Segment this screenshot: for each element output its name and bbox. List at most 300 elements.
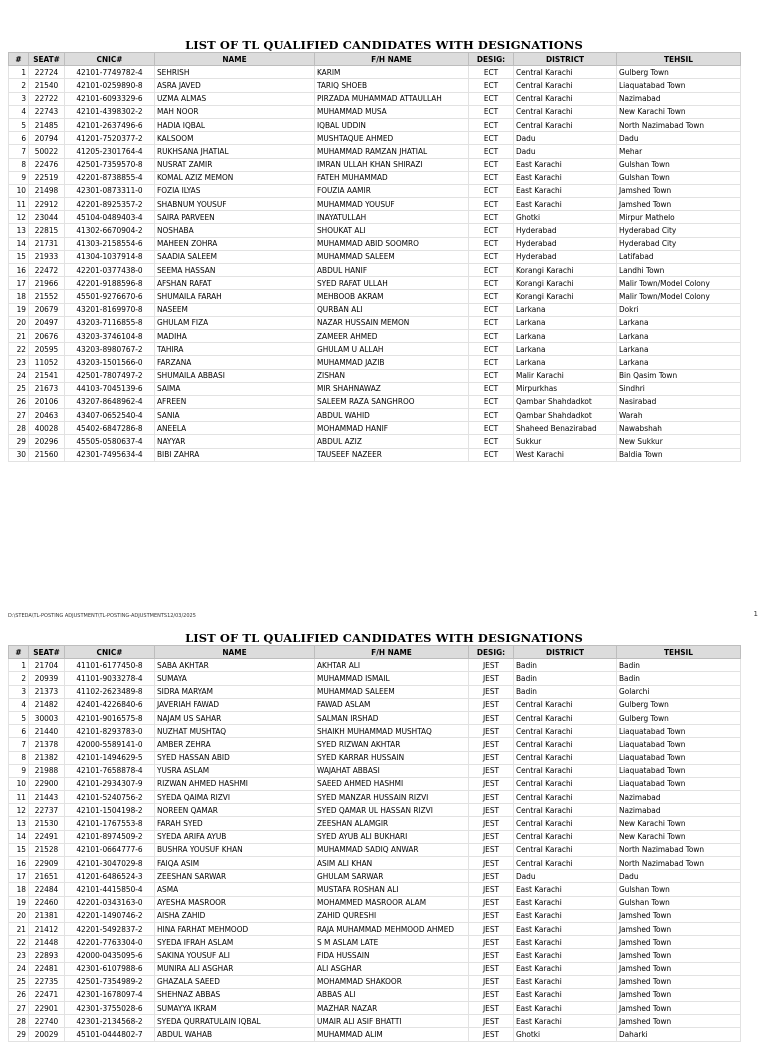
col-cnic-cell: 42301-7495634-4 bbox=[65, 448, 155, 461]
col-cnic-cell: 42201-9188596-8 bbox=[65, 277, 155, 290]
table-row bbox=[9, 277, 741, 290]
col-fh-name-cell: GHULAM U ALLAH bbox=[315, 343, 469, 356]
col-seat-cell: 22815 bbox=[29, 224, 65, 237]
table-row bbox=[9, 211, 741, 224]
col-seat-cell: 21540 bbox=[29, 79, 65, 92]
col-desig-cell: ECT bbox=[469, 264, 514, 277]
col-seat-cell: 22743 bbox=[29, 105, 65, 118]
col-seat-cell: 23044 bbox=[29, 211, 65, 224]
page-title: LIST OF TL QUALIFIED CANDIDATES WITH DESIGNATIONS bbox=[185, 38, 583, 52]
col-cnic-cell: 42201-0343163-0 bbox=[65, 896, 155, 909]
table-row bbox=[9, 922, 741, 935]
col-seat-cell: 22900 bbox=[29, 777, 65, 790]
table-row bbox=[9, 988, 741, 1001]
col-index-cell: 7 bbox=[9, 145, 29, 158]
col-desig-cell: JEST bbox=[469, 988, 514, 1001]
col-cnic-cell: 42101-2637496-6 bbox=[65, 118, 155, 131]
table-row bbox=[9, 870, 741, 883]
col-index-cell: 17 bbox=[9, 870, 29, 883]
col-fh-name-cell: ALI ASGHAR bbox=[315, 962, 469, 975]
col-fh-name-cell: ZAHID QURESHI bbox=[315, 909, 469, 922]
col-tehsil-cell: Golarchi bbox=[617, 685, 741, 698]
col-index-cell: 1 bbox=[9, 66, 29, 79]
col-tehsil-cell: Nazimabad bbox=[617, 804, 741, 817]
col-fh-name-cell: MOHAMMED MASROOR ALAM bbox=[315, 896, 469, 909]
table-row bbox=[9, 751, 741, 764]
col-name-cell: MAH NOOR bbox=[155, 105, 315, 118]
col-name-cell: SYED HASSAN ABID bbox=[155, 751, 315, 764]
col-tehsil-cell: Jamshed Town bbox=[617, 184, 741, 197]
col-desig-cell: JEST bbox=[469, 659, 514, 672]
col-name-cell: SIDRA MARYAM bbox=[155, 685, 315, 698]
col-cnic-cell: 42201-7763304-0 bbox=[65, 936, 155, 949]
col-fh-name-header: F/H NAME bbox=[315, 646, 469, 659]
col-desig-cell: ECT bbox=[469, 184, 514, 197]
table-row bbox=[9, 316, 741, 329]
col-district-cell: West Karachi bbox=[514, 448, 617, 461]
table-row bbox=[9, 883, 741, 896]
col-cnic-cell: 42000-0435095-6 bbox=[65, 949, 155, 962]
col-name-cell: FARAH SYED bbox=[155, 817, 315, 830]
table-row bbox=[9, 975, 741, 988]
col-seat-cell: 21651 bbox=[29, 870, 65, 883]
col-tehsil-cell: Nawabshah bbox=[617, 422, 741, 435]
col-name-cell: FOZIA ILYAS bbox=[155, 184, 315, 197]
col-cnic-cell: 42101-0259890-8 bbox=[65, 79, 155, 92]
table-row bbox=[9, 685, 741, 698]
col-seat-cell: 22722 bbox=[29, 92, 65, 105]
col-index-cell: 12 bbox=[9, 211, 29, 224]
col-name-cell: ASMA bbox=[155, 883, 315, 896]
col-seat-cell: 22737 bbox=[29, 804, 65, 817]
candidates-table-jest bbox=[8, 645, 741, 1042]
col-cnic-cell: 42101-1767553-8 bbox=[65, 817, 155, 830]
col-tehsil-cell: North Nazimabad Town bbox=[617, 118, 741, 131]
col-fh-name-cell: MAZHAR NAZAR bbox=[315, 1002, 469, 1015]
col-desig-cell: ECT bbox=[469, 237, 514, 250]
col-seat-cell: 21412 bbox=[29, 922, 65, 935]
col-tehsil-cell: Jamshed Town bbox=[617, 1002, 741, 1015]
col-name-cell: FAIQA ASIM bbox=[155, 857, 315, 870]
col-district-cell: Korangi Karachi bbox=[514, 290, 617, 303]
col-index-cell: 11 bbox=[9, 198, 29, 211]
col-tehsil-cell: Jamshed Town bbox=[617, 922, 741, 935]
col-cnic-cell: 41102-2623489-8 bbox=[65, 685, 155, 698]
col-desig-cell: ECT bbox=[469, 211, 514, 224]
col-index-cell: 26 bbox=[9, 395, 29, 408]
col-fh-name-cell: FAWAD ASLAM bbox=[315, 698, 469, 711]
col-desig-cell: ECT bbox=[469, 224, 514, 237]
col-tehsil-cell: Dokri bbox=[617, 303, 741, 316]
col-tehsil-cell: North Nazimabad Town bbox=[617, 843, 741, 856]
col-name-cell: UZMA ALMAS bbox=[155, 92, 315, 105]
col-cnic-cell: 43201-8169970-8 bbox=[65, 303, 155, 316]
col-name-cell: HADIA IQBAL bbox=[155, 118, 315, 131]
col-fh-name-cell: PIRZADA MUHAMMAD ATTAULLAH bbox=[315, 92, 469, 105]
col-desig-cell: ECT bbox=[469, 250, 514, 263]
col-index-cell: 15 bbox=[9, 843, 29, 856]
col-district-cell: Ghotki bbox=[514, 211, 617, 224]
table-row bbox=[9, 66, 741, 79]
col-desig-cell: JEST bbox=[469, 1015, 514, 1028]
col-seat-cell: 22491 bbox=[29, 830, 65, 843]
col-cnic-cell: 43203-7116855-8 bbox=[65, 316, 155, 329]
col-desig-cell: JEST bbox=[469, 909, 514, 922]
table-row bbox=[9, 659, 741, 672]
col-name-cell: KOMAL AZIZ MEMON bbox=[155, 171, 315, 184]
col-cnic-cell: 42101-3047029-8 bbox=[65, 857, 155, 870]
col-index-header: # bbox=[9, 53, 29, 66]
col-cnic-cell: 41101-6177450-8 bbox=[65, 659, 155, 672]
col-name-cell: ABDUL WAHAB bbox=[155, 1028, 315, 1041]
col-seat-cell: 22893 bbox=[29, 949, 65, 962]
col-name-cell: SYEDA ARIFA AYUB bbox=[155, 830, 315, 843]
col-seat-cell: 22481 bbox=[29, 962, 65, 975]
col-fh-name-cell: MUHAMMAD ABID SOOMRO bbox=[315, 237, 469, 250]
page-2 bbox=[0, 631, 768, 1042]
col-desig-cell: JEST bbox=[469, 698, 514, 711]
col-name-cell: BIBI ZAHRA bbox=[155, 448, 315, 461]
table-row bbox=[9, 1015, 741, 1028]
col-desig-cell: JEST bbox=[469, 896, 514, 909]
table-row bbox=[9, 1028, 741, 1041]
col-index-cell: 3 bbox=[9, 685, 29, 698]
col-name-cell: AMBER ZEHRA bbox=[155, 738, 315, 751]
col-name-cell: SUMAYA bbox=[155, 672, 315, 685]
col-district-cell: Hyderabad bbox=[514, 237, 617, 250]
col-index-cell: 2 bbox=[9, 672, 29, 685]
col-index-cell: 29 bbox=[9, 435, 29, 448]
col-cnic-cell: 43203-1501566-0 bbox=[65, 356, 155, 369]
page-number: 1 bbox=[753, 610, 758, 618]
col-name-header: NAME bbox=[155, 53, 315, 66]
col-index-cell: 19 bbox=[9, 896, 29, 909]
col-name-cell: SYEDA QURRATULAIN IQBAL bbox=[155, 1015, 315, 1028]
col-fh-name-cell: SALMAN IRSHAD bbox=[315, 711, 469, 724]
col-name-cell: SAKINA YOUSUF ALI bbox=[155, 949, 315, 962]
col-tehsil-cell: Nazimabad bbox=[617, 791, 741, 804]
col-index-cell: 4 bbox=[9, 105, 29, 118]
col-cnic-header: CNIC# bbox=[65, 646, 155, 659]
col-fh-name-cell: MIR SHAHNAWAZ bbox=[315, 382, 469, 395]
col-desig-cell: ECT bbox=[469, 171, 514, 184]
col-fh-name-cell: NAZAR HUSSAIN MEMON bbox=[315, 316, 469, 329]
col-seat-cell: 22484 bbox=[29, 883, 65, 896]
col-desig-cell: ECT bbox=[469, 343, 514, 356]
col-tehsil-cell: Badin bbox=[617, 672, 741, 685]
col-fh-name-cell: IQBAL UDDIN bbox=[315, 118, 469, 131]
col-tehsil-cell: Gulberg Town bbox=[617, 711, 741, 724]
col-name-cell: KALSOOM bbox=[155, 132, 315, 145]
col-cnic-cell: 42000-5589141-0 bbox=[65, 738, 155, 751]
col-district-cell: Central Karachi bbox=[514, 738, 617, 751]
table-row bbox=[9, 817, 741, 830]
col-fh-name-cell: RAJA MUHAMMAD MEHMOOD AHMED bbox=[315, 922, 469, 935]
col-seat-cell: 20794 bbox=[29, 132, 65, 145]
col-fh-name-cell: MOHAMMAD SHAKOOR bbox=[315, 975, 469, 988]
table-row bbox=[9, 1002, 741, 1015]
table-row bbox=[9, 738, 741, 751]
col-desig-cell: JEST bbox=[469, 711, 514, 724]
page-title: LIST OF TL QUALIFIED CANDIDATES WITH DESIGNATIONS bbox=[185, 631, 583, 645]
col-tehsil-cell: North Nazimabad Town bbox=[617, 857, 741, 870]
col-index-cell: 10 bbox=[9, 184, 29, 197]
col-seat-cell: 22519 bbox=[29, 171, 65, 184]
col-seat-cell: 50022 bbox=[29, 145, 65, 158]
col-desig-cell: ECT bbox=[469, 198, 514, 211]
col-name-cell: GHAZALA SAEED bbox=[155, 975, 315, 988]
table-row bbox=[9, 422, 741, 435]
col-cnic-cell: 42201-8925357-2 bbox=[65, 198, 155, 211]
table-row bbox=[9, 936, 741, 949]
col-cnic-cell: 42101-1494629-5 bbox=[65, 751, 155, 764]
col-seat-cell: 21378 bbox=[29, 738, 65, 751]
col-desig-cell: ECT bbox=[469, 277, 514, 290]
table-row bbox=[9, 791, 741, 804]
candidates-table-ect bbox=[8, 52, 741, 462]
col-index-cell: 28 bbox=[9, 1015, 29, 1028]
col-desig-cell: JEST bbox=[469, 685, 514, 698]
col-district-cell: Larkana bbox=[514, 343, 617, 356]
col-cnic-cell: 45402-6847286-8 bbox=[65, 422, 155, 435]
col-district-cell: Central Karachi bbox=[514, 698, 617, 711]
col-tehsil-cell: Hyderabad City bbox=[617, 237, 741, 250]
col-seat-cell: 21673 bbox=[29, 382, 65, 395]
col-index-cell: 11 bbox=[9, 791, 29, 804]
col-fh-name-cell: KARIM bbox=[315, 66, 469, 79]
col-name-cell: SYEDA IFRAH ASLAM bbox=[155, 936, 315, 949]
col-tehsil-cell: Jamshed Town bbox=[617, 936, 741, 949]
table-row bbox=[9, 764, 741, 777]
col-name-cell: RIZWAN AHMED HASHMI bbox=[155, 777, 315, 790]
col-tehsil-cell: Gulberg Town bbox=[617, 698, 741, 711]
col-district-header: DISTRICT bbox=[514, 646, 617, 659]
table-body bbox=[9, 659, 741, 1041]
col-tehsil-cell: Malir Town/Model Colony bbox=[617, 277, 741, 290]
col-desig-cell: JEST bbox=[469, 777, 514, 790]
col-index-cell: 13 bbox=[9, 817, 29, 830]
col-district-cell: East Karachi bbox=[514, 936, 617, 949]
col-tehsil-cell: New Sukkur bbox=[617, 435, 741, 448]
col-index-cell: 9 bbox=[9, 171, 29, 184]
table-row bbox=[9, 290, 741, 303]
col-fh-name-cell: ABDUL AZIZ bbox=[315, 435, 469, 448]
table-row bbox=[9, 105, 741, 118]
col-desig-cell: JEST bbox=[469, 843, 514, 856]
col-index-cell: 25 bbox=[9, 975, 29, 988]
col-tehsil-cell: Badin bbox=[617, 659, 741, 672]
col-tehsil-cell: Warah bbox=[617, 409, 741, 422]
col-name-cell: MAHEEN ZOHRA bbox=[155, 237, 315, 250]
col-desig-header: DESIG: bbox=[469, 53, 514, 66]
col-cnic-cell: 42101-9016575-8 bbox=[65, 711, 155, 724]
col-index-cell: 30 bbox=[9, 448, 29, 461]
col-fh-name-cell: ZISHAN bbox=[315, 369, 469, 382]
col-tehsil-cell: Mirpur Mathelo bbox=[617, 211, 741, 224]
col-seat-cell: 21482 bbox=[29, 698, 65, 711]
col-tehsil-header: TEHSIL bbox=[617, 53, 741, 66]
table-row bbox=[9, 145, 741, 158]
col-desig-cell: ECT bbox=[469, 66, 514, 79]
col-tehsil-cell: Gulshan Town bbox=[617, 896, 741, 909]
col-seat-cell: 21552 bbox=[29, 290, 65, 303]
col-tehsil-cell: Mehar bbox=[617, 145, 741, 158]
col-fh-name-cell: SHAIKH MUHAMMAD MUSHTAQ bbox=[315, 725, 469, 738]
col-name-cell: SEHRISH bbox=[155, 66, 315, 79]
col-index-cell: 26 bbox=[9, 988, 29, 1001]
col-cnic-cell: 42501-7354989-2 bbox=[65, 975, 155, 988]
col-desig-cell: JEST bbox=[469, 883, 514, 896]
col-district-cell: Larkana bbox=[514, 329, 617, 342]
col-tehsil-cell: Latifabad bbox=[617, 250, 741, 263]
col-seat-cell: 21381 bbox=[29, 909, 65, 922]
col-tehsil-cell: Jamshed Town bbox=[617, 1015, 741, 1028]
col-tehsil-cell: Liaquatabad Town bbox=[617, 777, 741, 790]
table-row bbox=[9, 171, 741, 184]
col-cnic-cell: 42101-7749782-4 bbox=[65, 66, 155, 79]
col-fh-name-cell: MUHAMMAD YOUSUF bbox=[315, 198, 469, 211]
col-desig-cell: ECT bbox=[469, 369, 514, 382]
col-district-cell: Central Karachi bbox=[514, 817, 617, 830]
col-district-cell: Sukkur bbox=[514, 435, 617, 448]
col-tehsil-cell: Bin Qasim Town bbox=[617, 369, 741, 382]
col-tehsil-cell: Jamshed Town bbox=[617, 949, 741, 962]
col-seat-cell: 20106 bbox=[29, 395, 65, 408]
footer-file-path: D:\STEDA\TL-POSTING ADJUSTMENT\TL-POSTING-ADJUSTMENTS12/03/2025 bbox=[8, 613, 196, 619]
col-seat-cell: 22735 bbox=[29, 975, 65, 988]
table-row bbox=[9, 843, 741, 856]
col-cnic-cell: 42101-0664777-6 bbox=[65, 843, 155, 856]
col-desig-cell: JEST bbox=[469, 791, 514, 804]
col-name-cell: SHUMAILA FARAH bbox=[155, 290, 315, 303]
col-cnic-cell: 41302-6670904-2 bbox=[65, 224, 155, 237]
col-fh-name-cell: MUSTAFA ROSHAN ALI bbox=[315, 883, 469, 896]
col-cnic-cell: 42301-0873311-0 bbox=[65, 184, 155, 197]
col-tehsil-cell: Liaquatabad Town bbox=[617, 751, 741, 764]
col-tehsil-cell: Nasirabad bbox=[617, 395, 741, 408]
col-seat-cell: 22471 bbox=[29, 988, 65, 1001]
table-row bbox=[9, 777, 741, 790]
col-name-cell: SEEMA HASSAN bbox=[155, 264, 315, 277]
table-row bbox=[9, 409, 741, 422]
col-seat-cell: 21528 bbox=[29, 843, 65, 856]
col-desig-cell: ECT bbox=[469, 92, 514, 105]
col-cnic-cell: 42201-5492837-2 bbox=[65, 922, 155, 935]
col-cnic-cell: 42101-5240756-2 bbox=[65, 791, 155, 804]
col-district-cell: East Karachi bbox=[514, 949, 617, 962]
col-seat-cell: 21541 bbox=[29, 369, 65, 382]
table-row bbox=[9, 356, 741, 369]
col-index-cell: 13 bbox=[9, 224, 29, 237]
col-desig-cell: JEST bbox=[469, 1002, 514, 1015]
col-fh-name-cell: INAYATULLAH bbox=[315, 211, 469, 224]
col-seat-cell: 40028 bbox=[29, 422, 65, 435]
col-seat-cell: 30003 bbox=[29, 711, 65, 724]
col-district-cell: Central Karachi bbox=[514, 857, 617, 870]
col-desig-cell: JEST bbox=[469, 751, 514, 764]
table-row bbox=[9, 909, 741, 922]
col-tehsil-cell: Jamshed Town bbox=[617, 909, 741, 922]
table-row bbox=[9, 92, 741, 105]
col-desig-cell: JEST bbox=[469, 1028, 514, 1041]
col-index-cell: 25 bbox=[9, 382, 29, 395]
col-desig-cell: JEST bbox=[469, 830, 514, 843]
col-fh-name-cell: TARIQ SHOEB bbox=[315, 79, 469, 92]
col-tehsil-cell: Larkana bbox=[617, 343, 741, 356]
col-district-cell: East Karachi bbox=[514, 883, 617, 896]
col-fh-name-cell: AKHTAR ALI bbox=[315, 659, 469, 672]
col-cnic-cell: 42301-2134568-2 bbox=[65, 1015, 155, 1028]
col-cnic-cell: 41201-7520377-2 bbox=[65, 132, 155, 145]
table-row bbox=[9, 711, 741, 724]
col-index-cell: 18 bbox=[9, 883, 29, 896]
col-desig-cell: ECT bbox=[469, 303, 514, 316]
col-name-cell: ANEELA bbox=[155, 422, 315, 435]
col-district-cell: East Karachi bbox=[514, 158, 617, 171]
col-fh-name-cell: MUHAMMAD ISMAIL bbox=[315, 672, 469, 685]
col-index-cell: 20 bbox=[9, 316, 29, 329]
col-cnic-cell: 41101-9033278-4 bbox=[65, 672, 155, 685]
col-desig-cell: ECT bbox=[469, 435, 514, 448]
col-tehsil-cell: Daharki bbox=[617, 1028, 741, 1041]
col-district-cell: East Karachi bbox=[514, 198, 617, 211]
col-name-cell: GHULAM FIZA bbox=[155, 316, 315, 329]
col-seat-cell: 21560 bbox=[29, 448, 65, 461]
col-name-cell: AFSHAN RAFAT bbox=[155, 277, 315, 290]
col-district-cell: East Karachi bbox=[514, 909, 617, 922]
col-tehsil-cell: Jamshed Town bbox=[617, 198, 741, 211]
col-tehsil-cell: Jamshed Town bbox=[617, 962, 741, 975]
col-tehsil-cell: Baldia Town bbox=[617, 448, 741, 461]
col-index-cell: 5 bbox=[9, 711, 29, 724]
col-cnic-header: CNIC# bbox=[65, 53, 155, 66]
col-tehsil-cell: Larkana bbox=[617, 316, 741, 329]
col-seat-cell: 21440 bbox=[29, 725, 65, 738]
col-tehsil-cell: Malir Town/Model Colony bbox=[617, 290, 741, 303]
col-district-cell: Larkana bbox=[514, 356, 617, 369]
col-cnic-cell: 45501-9276670-6 bbox=[65, 290, 155, 303]
col-fh-name-cell: SYED AYUB ALI BUKHARI bbox=[315, 830, 469, 843]
col-desig-cell: ECT bbox=[469, 422, 514, 435]
table-row bbox=[9, 369, 741, 382]
col-tehsil-cell: Nazimabad bbox=[617, 92, 741, 105]
col-name-cell: SANIA bbox=[155, 409, 315, 422]
table-row bbox=[9, 264, 741, 277]
col-index-cell: 4 bbox=[9, 698, 29, 711]
table-row bbox=[9, 698, 741, 711]
col-tehsil-header: TEHSIL bbox=[617, 646, 741, 659]
col-desig-cell: ECT bbox=[469, 409, 514, 422]
col-cnic-cell: 45104-0489403-4 bbox=[65, 211, 155, 224]
col-desig-cell: ECT bbox=[469, 145, 514, 158]
col-cnic-cell: 42501-7807497-2 bbox=[65, 369, 155, 382]
col-desig-cell: JEST bbox=[469, 936, 514, 949]
col-tehsil-cell: Dadu bbox=[617, 132, 741, 145]
col-fh-name-cell: FOUZIA AAMIR bbox=[315, 184, 469, 197]
col-index-cell: 24 bbox=[9, 962, 29, 975]
col-seat-cell: 21731 bbox=[29, 237, 65, 250]
col-seat-cell: 20029 bbox=[29, 1028, 65, 1041]
table-row bbox=[9, 329, 741, 342]
col-fh-name-header: F/H NAME bbox=[315, 53, 469, 66]
col-district-cell: Central Karachi bbox=[514, 791, 617, 804]
col-index-cell: 14 bbox=[9, 237, 29, 250]
col-fh-name-cell: MUHAMMAD SADIQ ANWAR bbox=[315, 843, 469, 856]
col-desig-cell: ECT bbox=[469, 132, 514, 145]
col-desig-cell: JEST bbox=[469, 962, 514, 975]
col-name-cell: RUKHSANA JHATIAL bbox=[155, 145, 315, 158]
col-tehsil-cell: Larkana bbox=[617, 356, 741, 369]
